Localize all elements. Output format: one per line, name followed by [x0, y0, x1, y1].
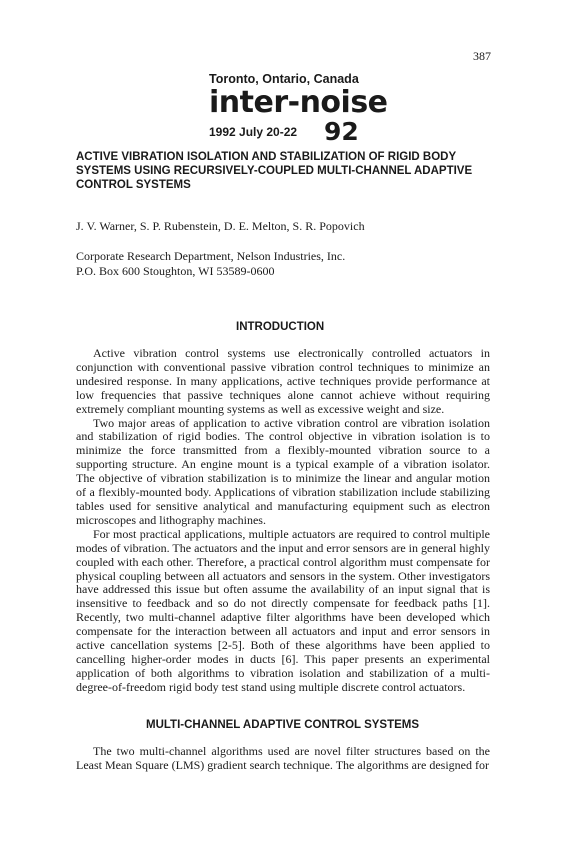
- introduction-heading: INTRODUCTION: [236, 321, 325, 333]
- intro-paragraph-1: Active vibration control systems use electronically controlled actuators in conjunction with conventional passive vibration control techniques to minimize an undesired response. In many applications, active techniques provide performance at low frequencies that passive techniques alone cannot achieve without requiring extremely compliant mounting systems as well as excessive weight and size.: [76, 346, 490, 416]
- conference-date: 1992 July 20-22: [209, 125, 298, 139]
- paper-title-line-1: ACTIVE VIBRATION ISOLATION AND STABILIZATION OF RIGID BODY: [76, 151, 457, 163]
- introduction-body: [76, 347, 490, 695]
- multichannel-heading: MULTI-CHANNEL ADAPTIVE CONTROL SYSTEMS: [146, 719, 420, 731]
- mc-paragraph-1: The two multi-channel algorithms used are novel filter structures based on the Least Mean Square (LMS) gradient search technique. The algorithms are designed for: [76, 744, 490, 772]
- paper-title-line-2: SYSTEMS USING RECURSIVELY-COUPLED MULTI-CHANNEL ADAPTIVE: [76, 165, 473, 177]
- page-number: 387: [473, 49, 491, 63]
- conference-year: 92: [324, 117, 359, 146]
- affiliation-line-2: P.O. Box 600 Stoughton, WI 53589-0600: [76, 264, 275, 278]
- intro-paragraph-2: Two major areas of application to active vibration control are vibration isolation and stabilization of rigid bodies. The control objective in vibration isolation is to minimize the force transmitted from a flexibly-mounted vibration source to a supporting structure. An engine mount is a typical example of a vibration isolator. The objective of vibration stabilization is to minimize the linear and angular motion of a flexibly-mounted body. Applications of vibration stabilization include stabilizing tables used for sensitive analytical and manufacturing equipment such as electron microscopes and lithography machines.: [76, 415, 490, 527]
- conference-logo: inter-noise: [209, 85, 388, 120]
- intro-paragraph-3: For most practical applications, multiple actuators are required to control multiple modes of vibration. The actuators and the input and error sensors are in general highly coupled with each other. Therefore, a practical control algorithm must compensate for physical coupling between all actuators and sensors in the system. Other investigators have addressed this issue but often assume the availability of an input signal that is insensitive to feedback and so do not directly compensate for feedback paths [1]. Recently, two multi-channel adaptive filter algorithms have been developed which compensate for the interaction between all actuators and input and error sensors in active cancellation systems [2-5]. Both of these algorithms have been applied to cancelling higher-order modes in ducts [6]. This paper presents an experimental application of both algorithms to vibration isolation and stabilization of a multi-degree-of-freedom rigid body test stand using multiple discrete control actuators.: [76, 526, 490, 694]
- conference-location: Toronto, Ontario, Canada: [209, 72, 359, 86]
- multichannel-body: [76, 745, 490, 773]
- affiliation-line-1: Corporate Research Department, Nelson Industries, Inc.: [76, 249, 346, 263]
- authors: J. V. Warner, S. P. Rubenstein, D. E. Melton, S. R. Popovich: [76, 219, 365, 233]
- paper-title-line-3: CONTROL SYSTEMS: [76, 179, 191, 191]
